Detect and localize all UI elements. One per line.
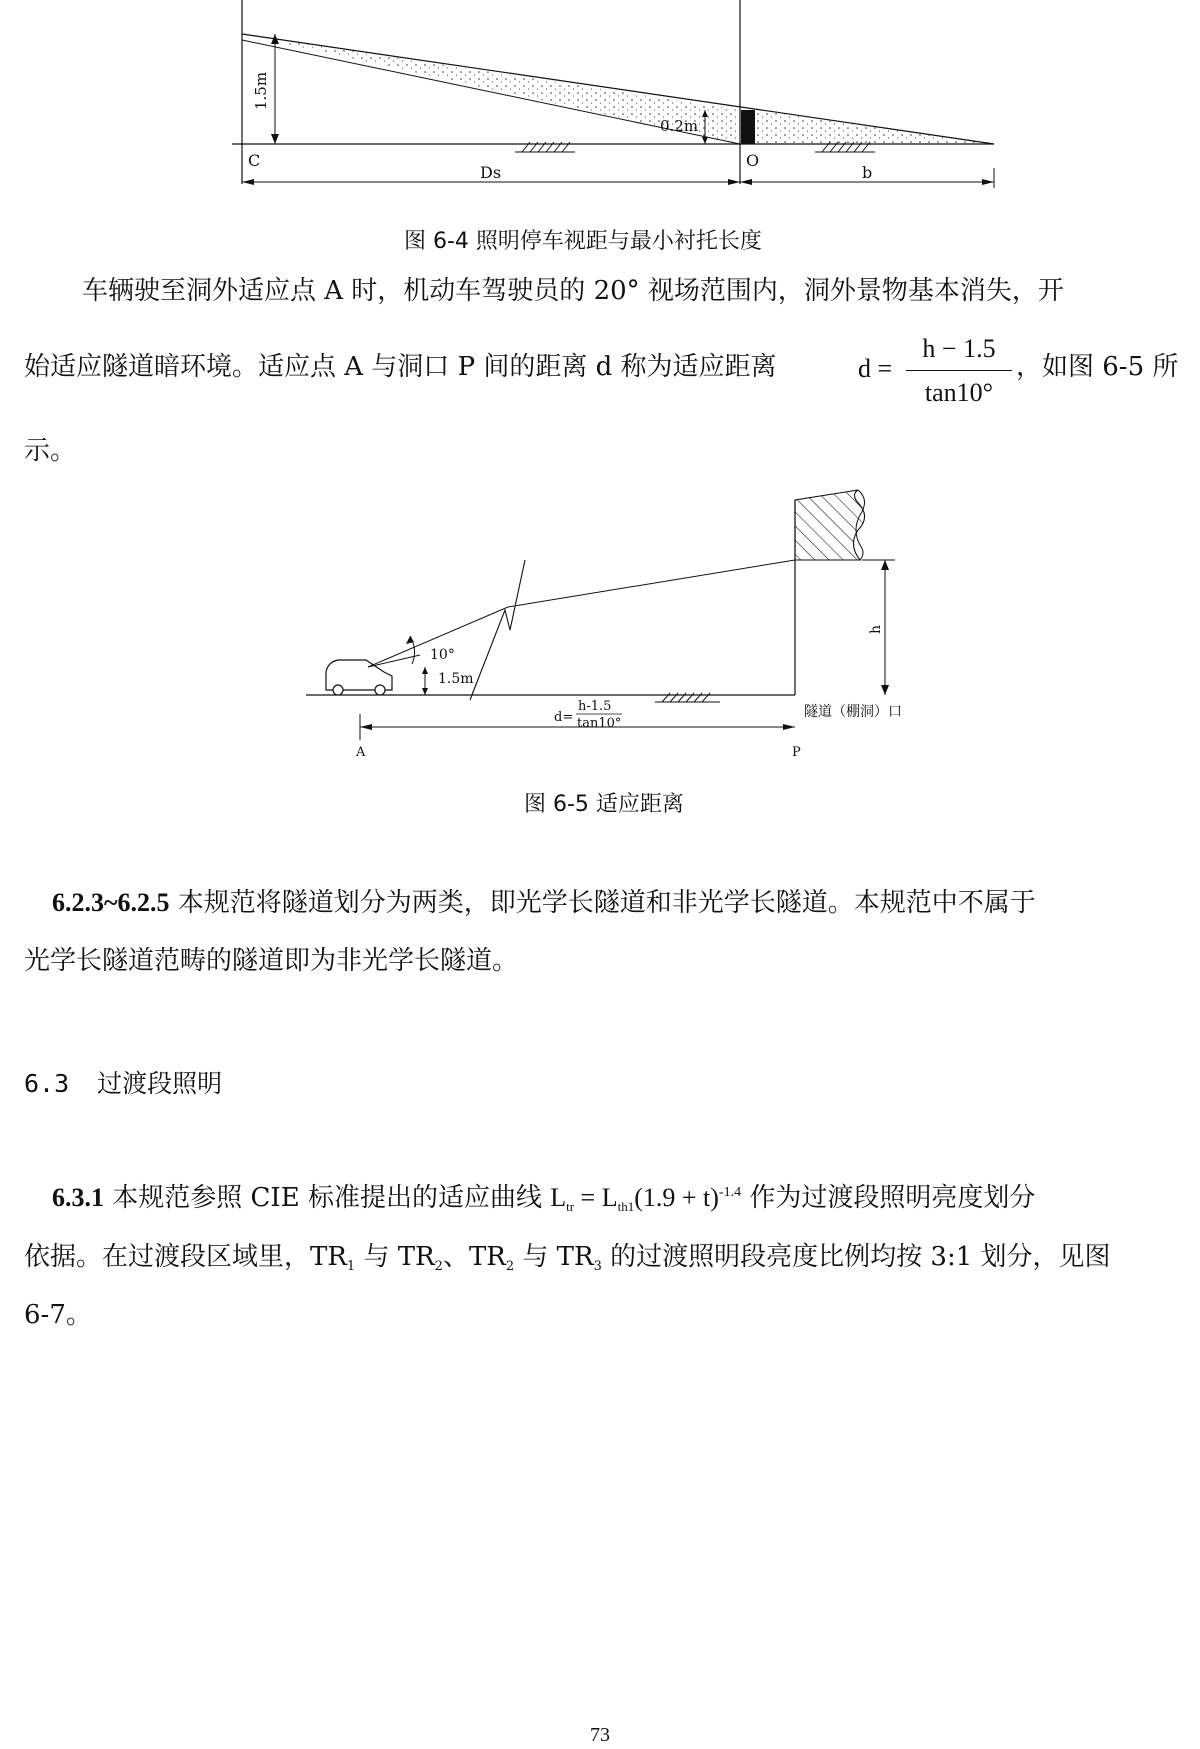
section-line: 6-7。 bbox=[24, 1300, 92, 1330]
paragraph-line: 车辆驶至洞外适应点 A 时，机动车驾驶员的 20° 视场范围内，洞外景物基本消失，开 bbox=[82, 276, 1064, 306]
subscript: 3 bbox=[593, 1259, 602, 1274]
label-d: d= bbox=[554, 710, 574, 725]
formula-sub-th1: th1 bbox=[617, 1199, 635, 1214]
section-line bbox=[52, 1180, 1035, 1220]
section-line: 光学长隧道范畴的隧道即为非光学长隧道。 bbox=[24, 946, 519, 976]
text-segment: 、TR bbox=[442, 1242, 506, 1272]
formula-adaptation-curve bbox=[550, 1183, 741, 1212]
label-b: b bbox=[862, 163, 873, 182]
label-a: A bbox=[356, 745, 366, 760]
label-obstacle-0-2m: 0.2m bbox=[660, 117, 699, 135]
tunnel-portal-hatch bbox=[795, 490, 865, 560]
heading-title: 过渡段照明 bbox=[97, 1069, 223, 1098]
formula-numerator: h − 1.5 bbox=[922, 334, 996, 363]
car-icon bbox=[326, 660, 392, 695]
paragraph-line: 示。 bbox=[24, 436, 77, 466]
text-segment: 与 TR bbox=[514, 1242, 594, 1272]
label-height-1-5m: 1.5m bbox=[252, 71, 270, 110]
label-c: C bbox=[248, 151, 261, 170]
section-number: 6.2.3~6.2.5 bbox=[52, 888, 170, 917]
formula-lhs: d = bbox=[858, 354, 893, 383]
label-angle-10: 10° bbox=[430, 647, 455, 663]
figure-6-5-caption: 图 6-5 适应距离 bbox=[524, 792, 684, 817]
text-segment: 的过渡照明段亮度比例均按 3:1 划分，见图 bbox=[601, 1242, 1111, 1272]
paragraph-line: 始适应隧道暗环境。适应点 A 与洞口 P 间的距离 d 称为适应距离 bbox=[24, 352, 777, 382]
section-line bbox=[52, 890, 1036, 916]
formula-eq: = L bbox=[574, 1183, 618, 1212]
label-p: P bbox=[792, 745, 801, 760]
figure-6-4-caption: 图 6-4 照明停车视距与最小衬托长度 bbox=[404, 229, 762, 254]
label-d-numerator: h-1.5 bbox=[578, 699, 612, 714]
subscript: 1 bbox=[346, 1259, 356, 1274]
subscript: 2 bbox=[434, 1259, 443, 1274]
formula-exponent: -1.4 bbox=[718, 1185, 742, 1200]
section-text: 本规范参照 CIE 标准提出的适应曲线 bbox=[104, 1183, 551, 1213]
paragraph-line: ，如图 6-5 所 bbox=[1016, 352, 1179, 382]
section-text: 作为过渡段照明亮度划分 bbox=[741, 1183, 1036, 1213]
label-ds: Ds bbox=[480, 163, 502, 182]
section-number: 6.3.1 bbox=[52, 1183, 104, 1212]
formula-l: L bbox=[550, 1183, 567, 1212]
label-height-1-5m: 1.5m bbox=[438, 671, 474, 687]
heading-number: 6.3 bbox=[24, 1069, 70, 1098]
formula-rest: (1.9 + t) bbox=[634, 1183, 719, 1212]
text-segment: 与 TR bbox=[355, 1242, 435, 1272]
heading-6-3 bbox=[24, 1064, 222, 1100]
label-h: h bbox=[868, 624, 884, 634]
subscript: 2 bbox=[505, 1259, 515, 1274]
figure-adaptation-distance bbox=[0, 0, 1200, 780]
formula-denominator: tan10° bbox=[924, 378, 994, 407]
label-d-denominator: tan10° bbox=[577, 716, 622, 731]
formula-sub-tr: tr bbox=[566, 1199, 575, 1214]
page-number: 73 bbox=[590, 1724, 610, 1746]
label-o: O bbox=[746, 151, 760, 170]
text-segment: 依据。在过渡段区域里，TR bbox=[24, 1242, 347, 1272]
section-line bbox=[24, 1244, 1111, 1280]
section-text: 本规范将隧道划分为两类，即光学长隧道和非光学长隧道。本规范中不属于 bbox=[169, 888, 1036, 918]
label-portal: 隧道（棚洞）口 bbox=[804, 704, 902, 720]
